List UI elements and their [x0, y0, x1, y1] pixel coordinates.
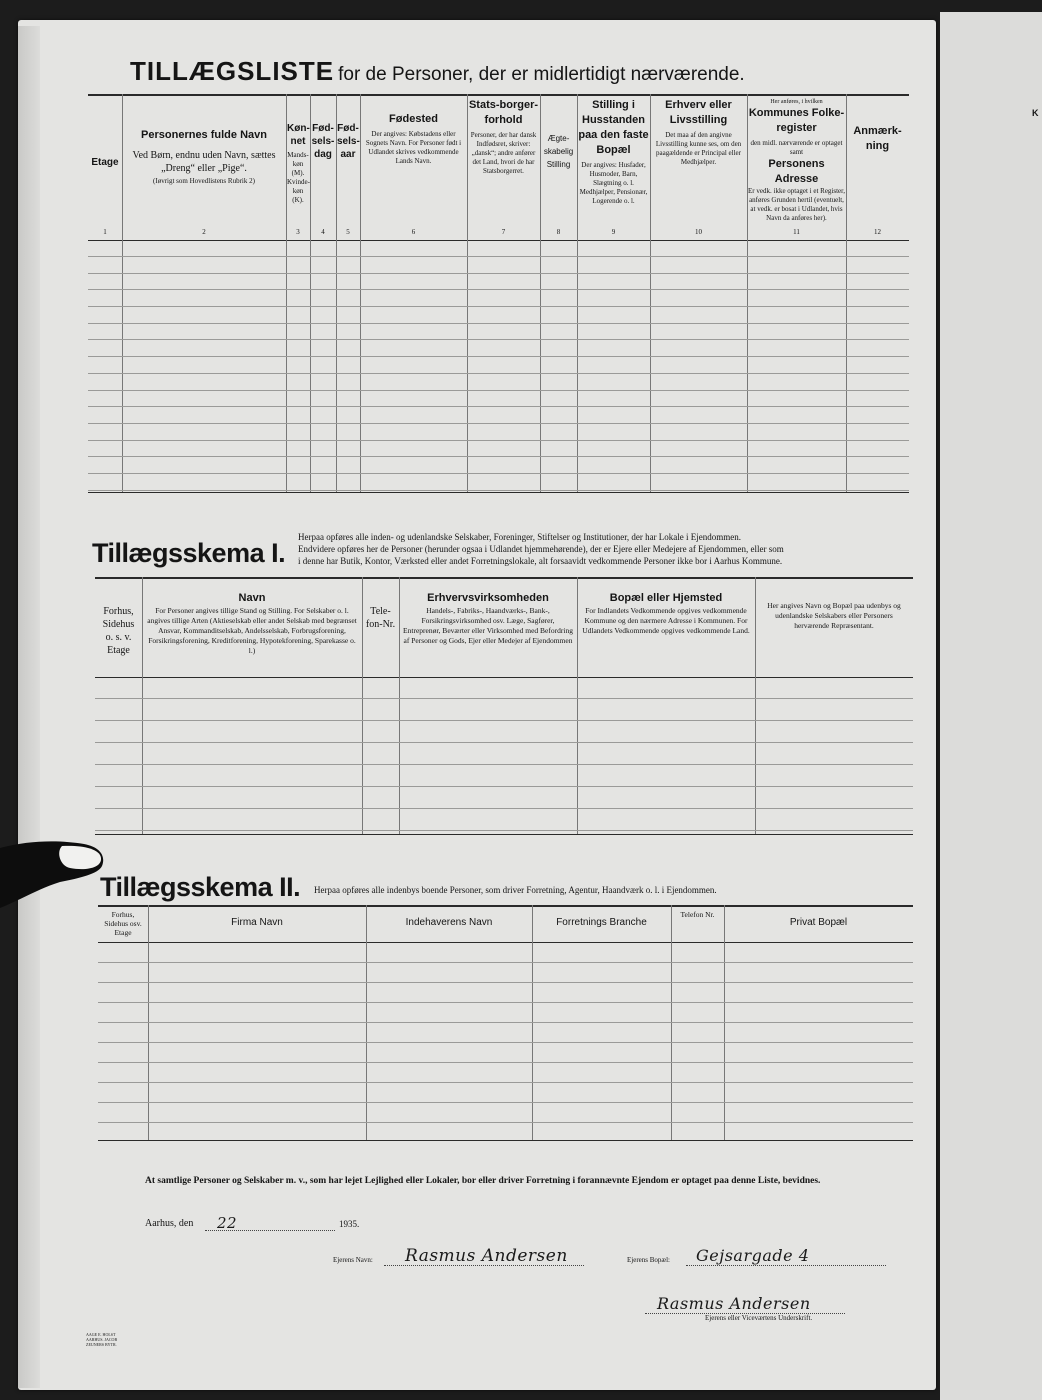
column-header-pre: Her anføres, i hvilken — [770, 99, 823, 105]
column-header-title: Køn-net — [287, 123, 310, 147]
signature: Rasmus Andersen — [657, 1294, 811, 1313]
skema2-title: Tillægsskema II. — [100, 872, 301, 902]
attest-text-body: At samtlige Personer og Selskaber m. v., som har lejet Lejlighed eller Lokaler, bor eller driver Forretning i forannævnte Ejendom er optaget paa denne Liste, bevidnes. — [145, 1176, 821, 1186]
column-header-note: For Indlandets Vedkommende opgives vedkommende Kommune og den nærmere Adresse i Kommunen. For Udlandets Vedkommende opgives vedkommende Land. — [582, 606, 750, 635]
column-header-title: Kommunes Folke-register — [748, 107, 845, 134]
attest-text — [145, 1176, 915, 1186]
table-header-rule — [95, 677, 913, 678]
table-bottom-rule — [88, 492, 909, 493]
column-header-title: Anmærk-ning — [853, 125, 902, 152]
row-line — [88, 456, 909, 457]
row-line — [98, 1082, 913, 1083]
column-header-title-2: Personens Adresse — [768, 158, 825, 185]
column-header-note: Handels-, Fabriks-, Haandværks-, Bank-, Forsikringsvirksomhed osv. Læge, Sagfører, Entreprenør, Beværter eller Virksomhed med Befordring af Personer og Gods, Ejer eller Medejer af Ejendommen — [403, 606, 573, 645]
column-header-title: Personernes fulde Navn — [141, 129, 267, 141]
column-header-title: Fød-sels-dag — [311, 123, 335, 160]
row-line — [98, 1062, 913, 1063]
column-header-note: Mands-køn (M). Kvinde-køn (K). — [287, 151, 310, 204]
row-line — [88, 390, 909, 391]
row-line — [98, 962, 913, 963]
table-top-rule — [98, 905, 913, 907]
skema1-title: Tillægsskema I. — [92, 538, 286, 568]
column-header — [847, 98, 908, 154]
signature-label: Ejerens eller Viceværtens Underskrift. — [705, 1314, 813, 1322]
column-header-note: For Personer angives tillige Stand og Stilling. For Selskaber o. l. angives tillige Arten (Aktieselskab eller andet Selskab med begrænset Ansvar, Kommanditselskab, Andelsselskab, Forbrugsforening, Forsikringsforening, Kreditforening, Hypotekforening, Sparekasse o. l.) — [147, 606, 357, 655]
column-header — [287, 98, 309, 205]
column-header — [145, 591, 359, 656]
column-header-title: Tele-fon-Nr. — [365, 606, 396, 630]
column-header-note: Der angives: Husfader, Husmoder, Barn, Slægtning o. l. Medhjælper, Pensionær, Logerende o. l. — [579, 161, 648, 205]
row-line — [88, 423, 909, 424]
row-line — [88, 273, 909, 274]
row-line — [95, 830, 913, 831]
row-line — [88, 440, 909, 441]
tillaegsliste-title — [130, 56, 745, 87]
column-number: 3 — [296, 228, 300, 236]
column-header-title: Fødested — [389, 113, 438, 125]
column-number: 6 — [411, 228, 416, 236]
row-line — [88, 473, 909, 474]
skema1-intro-line: Endvidere opføres her de Personer (herunder ogsaa i Udlandet hjemmehørende), der er Ejere eller Medejere af Ejendommen, eller som — [298, 544, 784, 554]
table-bottom-rule — [98, 1140, 913, 1141]
column-divider — [755, 577, 756, 834]
attest-place-label: Aarhus, den — [145, 1218, 194, 1229]
row-line — [98, 982, 913, 983]
row-line — [88, 256, 909, 257]
adjacent-page — [940, 12, 1042, 1400]
column-header-note-2: Er vedk. ikke optaget i et Register, anføres Grunden hertil (eventuelt, at vedk. er bosat i Udlandet, hvis Navn da anføres her). — [748, 187, 845, 222]
table-header-rule — [98, 942, 913, 943]
column-header-note: Ved Børn, endnu uden Navn, sættes „Dreng“ eller „Pige“. — [132, 150, 276, 174]
column-header — [311, 98, 335, 161]
row-line — [98, 1042, 913, 1043]
column-header: Forhus, Sidehus osv. Etage — [104, 910, 142, 937]
attest-place — [145, 1218, 193, 1229]
column-number: 5 — [346, 228, 350, 236]
column-header-note: Der angives: Købstadens eller Sognets Navn. For Personer født i Udlandet skrives vedkommende Lands Navn. — [365, 130, 462, 165]
column-divider — [399, 577, 400, 834]
owner-address-label: Ejerens Bopæl: — [627, 1256, 670, 1264]
column-header — [748, 98, 845, 223]
row-line — [95, 808, 913, 809]
column-header-title: Etage — [91, 157, 119, 168]
column-divider — [577, 577, 578, 834]
column-header-note: Det maa af den angivne Livsstilling kunne ses, om den paagældende er Principal eller Medhjælper. — [655, 131, 742, 166]
column-number: 1 — [103, 228, 107, 236]
column-header — [361, 98, 466, 166]
column-header — [578, 98, 649, 206]
skema2-intro: Herpaa opføres alle indenbys boende Personer, som driver Forretning, Agentur, Haandværk o. l. i Ejendommen. — [314, 885, 717, 895]
column-header: Forretnings Branche — [556, 917, 647, 928]
column-header-title: Navn — [238, 592, 266, 604]
column-header-title: Erhverv eller Livsstilling — [665, 99, 732, 126]
row-line — [88, 356, 909, 357]
column-header-note: Her angives Navn og Bopæl paa udenbys og udenlandske Selskabers eller Personers herværende Repræsentant. — [767, 601, 901, 630]
column-header — [468, 98, 539, 176]
owner-address: Gejsargade 4 — [696, 1246, 810, 1265]
row-line — [88, 306, 909, 307]
column-number: 9 — [611, 228, 616, 236]
row-line — [98, 1102, 913, 1103]
column-header-note-2: (Iøvrigt som Hovedlistens Rubrik 2) — [153, 177, 255, 185]
row-line — [95, 742, 913, 743]
column-number: 8 — [556, 228, 561, 236]
row-line — [88, 490, 909, 491]
column-header — [580, 591, 752, 636]
column-header: Privat Bopæl — [789, 917, 848, 928]
column-number: 11 — [793, 228, 800, 236]
table-bottom-rule — [95, 834, 913, 835]
row-line — [98, 1022, 913, 1023]
column-header — [541, 98, 576, 171]
column-divider — [362, 577, 363, 834]
column-header: Indehaverens Navn — [405, 917, 493, 928]
table-top-rule — [88, 94, 909, 96]
column-divider — [142, 577, 143, 834]
column-header: Telefon Nr. — [680, 910, 715, 919]
attest-year: 1935. — [339, 1219, 360, 1229]
owner-name: Rasmus Andersen — [405, 1246, 568, 1266]
column-header — [402, 591, 574, 646]
printer-mark: AAGE E. HOLST AARHUS. JACOB ZEUNERS BYTR. — [86, 1332, 118, 1347]
row-line — [95, 764, 913, 765]
row-line — [88, 373, 909, 374]
skema1-intro-line: Herpaa opføres alle inden- og udenlandske Selskaber, Foreninger, Stiftelser og Institutioner, der har Lokale i Ejendommen. — [298, 532, 742, 542]
column-header: Firma Navn — [231, 917, 283, 928]
table-header-rule — [88, 240, 909, 241]
column-header-note: den midl. nærværende er optaget samt — [750, 139, 843, 156]
column-header — [758, 591, 910, 631]
row-line — [98, 1002, 913, 1003]
tillaegsliste-title-rest: for de Personer, der er midlertidigt nærværende. — [338, 64, 745, 85]
skema1-intro — [298, 531, 918, 567]
owner-name-label: Ejerens Navn: — [333, 1256, 373, 1264]
column-header — [651, 98, 746, 167]
row-line — [95, 786, 913, 787]
row-line — [88, 289, 909, 290]
row-line — [88, 323, 909, 324]
column-header — [89, 98, 121, 169]
adjacent-page-mark: K — [1032, 108, 1039, 118]
column-header — [337, 98, 359, 161]
row-line — [95, 698, 913, 699]
column-header — [365, 591, 396, 631]
skema1-intro-line: i denne har Butik, Kontor, Værksted eller andet Forretningslokale, alt forsaavidt vedkommende Personer ikke bor i Aarhus Kommune. — [298, 556, 783, 566]
column-header-title: Forhus, Sidehus o. s. v. Etage — [102, 606, 135, 656]
finger-image — [0, 838, 104, 910]
table-top-rule — [95, 577, 913, 579]
column-number: 7 — [501, 228, 506, 236]
column-number: 4 — [321, 228, 325, 236]
page-binding-edge — [18, 26, 40, 1388]
column-number: 2 — [202, 228, 206, 236]
row-line — [88, 406, 909, 407]
column-header-title: Fød-sels-aar — [337, 123, 360, 160]
column-header — [98, 591, 139, 657]
column-number: 12 — [874, 228, 881, 236]
tillaegsliste-title-bold: TILLÆGSLISTE — [130, 56, 335, 86]
column-header-title: Bopæl eller Hjemsted — [609, 592, 723, 604]
column-header — [123, 98, 285, 185]
column-header-title: Stats-borger-forhold — [468, 99, 539, 126]
column-header-note: Personer, der har dansk Indfødsret, skriver: „dansk“; andre anfører det Land, hvori de har Statsborgerret. — [470, 131, 537, 175]
column-header-title: Ægte-skabelig Stilling — [543, 134, 574, 169]
row-line — [98, 1122, 913, 1123]
column-header-title: Stilling i Husstanden paa den faste Bopæl — [578, 99, 649, 156]
column-header-title: Erhvervsvirksomheden — [427, 592, 549, 604]
row-line — [95, 720, 913, 721]
attest-day: 22 — [217, 1214, 238, 1232]
row-line — [88, 339, 909, 340]
column-number: 10 — [695, 228, 702, 236]
